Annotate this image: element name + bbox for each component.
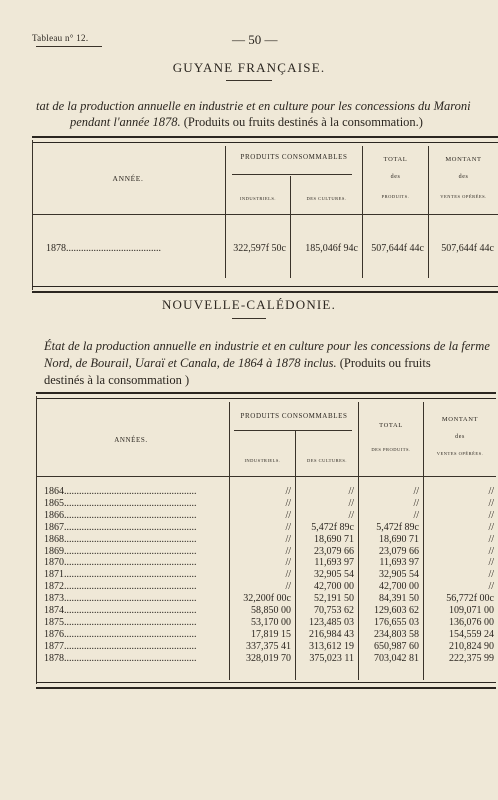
row-industriels: 58,850 00 <box>251 605 291 616</box>
table-guyane <box>32 136 498 298</box>
row-montant: 154,559 24 <box>449 628 494 640</box>
row-cultures: 123,485 03 <box>309 616 354 628</box>
table-row <box>36 486 496 497</box>
row-total: 650,987 60 <box>374 640 419 652</box>
row-year: 1871..................................................... <box>44 569 197 581</box>
header-total: TOTAL <box>383 156 408 163</box>
row-montant: // <box>488 533 494 545</box>
row-year: 1877..................................................... <box>44 640 197 652</box>
table-row <box>36 617 496 628</box>
header-cultures: DES CULTURES. <box>306 196 347 201</box>
row-year: 1876..................................................... <box>44 628 197 640</box>
row-total: // <box>413 486 419 497</box>
row-montant: // <box>488 509 494 521</box>
row-cultures: 52,191 50 <box>314 593 354 605</box>
table-row <box>36 653 496 664</box>
row-industriels: // <box>285 509 291 521</box>
row-industriels: 17,819 15 <box>251 628 291 640</box>
row-total: 703,042 81 <box>374 652 419 664</box>
row-cultures: // <box>348 497 354 509</box>
table-bottom-rule <box>36 682 496 689</box>
row-montant: 109,071 00 <box>449 605 494 616</box>
header-montant: MONTANT <box>441 416 479 423</box>
table-row <box>36 546 496 557</box>
table-row <box>36 569 496 580</box>
caption-caledonie-note: (Produits ou fruits <box>339 356 431 370</box>
table-row <box>36 557 496 568</box>
row-industriels: 337,375 41 <box>246 640 291 652</box>
row-industriels: 32,200f 00c <box>243 593 291 605</box>
header-montant-des: des <box>458 174 469 180</box>
row-cultures: // <box>348 486 354 497</box>
row-montant: 56,772f 00c <box>446 593 494 605</box>
row-total: 42,700 00 <box>379 581 419 593</box>
row-year: 1867..................................................... <box>44 521 197 533</box>
table-row <box>36 641 496 652</box>
header-industriels: INDUSTRIELS. <box>239 196 277 201</box>
row-montant: 210,824 90 <box>449 640 494 652</box>
row-year: 1866..................................................... <box>44 509 197 521</box>
row-cultures: // <box>348 509 354 521</box>
table-border-left <box>32 140 33 290</box>
row-cultures: 313,612 19 <box>309 640 354 652</box>
row-montant: // <box>488 557 494 569</box>
row-total: 18,690 71 <box>379 533 419 545</box>
row-year: 1869..................................................... <box>44 545 197 557</box>
row-industriels: // <box>285 581 291 593</box>
table-row <box>36 522 496 533</box>
table-row <box>36 510 496 521</box>
header-brace <box>234 430 352 436</box>
row-total: // <box>413 497 419 509</box>
caption-guyane-note: (Produits ou fruits destinés à la consommation.) <box>183 115 423 129</box>
caption-caledonie-period: Nord, de Bourail, Uaraï et Canala, de 1864 à 1878 inclus. <box>44 356 337 370</box>
table-number: Tableau n° 12. <box>32 33 89 43</box>
row-montant: 507,644f 44c <box>441 243 494 254</box>
column-divider <box>225 146 226 278</box>
header-brace <box>232 174 352 180</box>
row-industriels: 322,597f 50c <box>233 243 286 254</box>
table-bottom-rule <box>32 286 498 293</box>
table-row <box>36 534 496 545</box>
row-year: 1868..................................................... <box>44 533 197 545</box>
row-year: 1878...................................... <box>46 243 161 254</box>
row-industriels: // <box>285 557 291 569</box>
row-montant: // <box>488 521 494 533</box>
row-industriels: 53,170 00 <box>251 616 291 628</box>
caption-caledonie-line1: État de la production annuelle en industrie et en culture pour les concessions de la ferme <box>44 339 490 353</box>
header-montant-ventes: VENTES OPÉRÉES. <box>440 194 487 199</box>
row-cultures: 375,023 11 <box>309 652 354 664</box>
caption-caledonie-line2 <box>44 355 431 372</box>
row-montant: // <box>488 486 494 497</box>
row-total: 32,905 54 <box>379 569 419 581</box>
table-row <box>32 243 498 254</box>
row-total: 234,803 58 <box>374 628 419 640</box>
header-montant: MONTANT <box>445 156 482 163</box>
page-number: — 50 — <box>232 32 278 47</box>
section-title-guyane: GUYANE FRANÇAISE. <box>172 60 326 75</box>
header-produits: PRODUITS CONSOMMABLES <box>240 153 348 161</box>
divider <box>36 46 102 47</box>
row-cultures: 32,905 54 <box>314 569 354 581</box>
row-year: 1878..................................................... <box>44 652 197 664</box>
row-montant: // <box>488 497 494 509</box>
header-cultures: DES CULTURES. <box>306 458 348 463</box>
row-industriels: // <box>285 497 291 509</box>
table-row <box>36 605 496 616</box>
divider <box>232 318 266 319</box>
header-industriels: INDUSTRIELS. <box>244 458 281 463</box>
table-row <box>36 581 496 592</box>
row-total: 5,472f 89c <box>376 521 419 533</box>
row-total: 11,693 97 <box>379 557 419 569</box>
row-montant: 136,076 00 <box>449 616 494 628</box>
row-year: 1870..................................................... <box>44 557 197 569</box>
row-cultures: 70,753 62 <box>314 605 354 616</box>
table-row <box>36 593 496 604</box>
row-cultures: 11,693 97 <box>314 557 354 569</box>
row-year: 1865..................................................... <box>44 497 197 509</box>
row-year: 1872..................................................... <box>44 581 197 593</box>
caption-guyane-period: pendant l'année 1878. <box>70 115 181 129</box>
row-year: 1873..................................................... <box>44 593 197 605</box>
row-total: // <box>413 509 419 521</box>
row-industriels: // <box>285 486 291 497</box>
row-total: 507,644f 44c <box>371 243 424 254</box>
header-total: TOTAL <box>379 422 403 429</box>
table-top-rule <box>36 392 496 399</box>
row-industriels: 328,019 70 <box>246 652 291 664</box>
row-industriels: // <box>285 521 291 533</box>
header-total-produits: DES PRODUITS. <box>371 447 411 452</box>
table-body <box>36 486 496 666</box>
header-montant-ventes: VENTES OPÉRÉES. <box>436 451 484 456</box>
header-rule <box>36 476 496 477</box>
row-cultures: 5,472f 89c <box>311 521 354 533</box>
row-year: 1874..................................................... <box>44 605 197 616</box>
row-cultures: 216,984 43 <box>309 628 354 640</box>
column-divider <box>428 146 429 278</box>
row-cultures: 185,046f 94c <box>305 243 358 254</box>
caption-guyane-line2 <box>70 114 423 131</box>
divider <box>226 80 272 81</box>
row-total: 129,603 62 <box>374 605 419 616</box>
table-row <box>36 629 496 640</box>
row-year: 1875..................................................... <box>44 616 197 628</box>
table-row <box>36 498 496 509</box>
row-montant: // <box>488 581 494 593</box>
caption-caledonie-line3: destinés à la consommation ) <box>44 373 190 387</box>
row-cultures: 42,700 00 <box>314 581 354 593</box>
row-cultures: 18,690 71 <box>314 533 354 545</box>
header-total-produits: PRODUITS. <box>381 194 410 199</box>
row-total: 84,391 50 <box>379 593 419 605</box>
row-montant: // <box>488 569 494 581</box>
column-divider <box>290 176 291 278</box>
header-rule <box>32 214 498 215</box>
header-annee: ANNÉE. <box>112 174 144 183</box>
row-cultures: 23,079 66 <box>314 545 354 557</box>
row-total: 23,079 66 <box>379 545 419 557</box>
table-caledonie <box>36 392 496 692</box>
header-produits: PRODUITS CONSOMMABLES <box>240 412 348 420</box>
row-total: 176,655 03 <box>374 616 419 628</box>
row-industriels: // <box>285 545 291 557</box>
row-industriels: // <box>285 533 291 545</box>
table-top-rule <box>32 136 498 143</box>
header-total-des: des <box>390 174 401 180</box>
row-montant: 222,375 99 <box>449 652 494 664</box>
header-montant-des: des <box>455 434 465 440</box>
row-industriels: // <box>285 569 291 581</box>
header-annees: ANNÉES. <box>114 436 148 444</box>
row-year: 1864..................................................... <box>44 486 197 497</box>
column-divider <box>362 146 363 278</box>
section-title-caledonie: NOUVELLE-CALÉDONIE. <box>161 297 337 312</box>
row-montant: // <box>488 545 494 557</box>
caption-guyane-line1: tat de la production annuelle en industrie et en culture pour les concessions du Maroni <box>36 99 471 113</box>
